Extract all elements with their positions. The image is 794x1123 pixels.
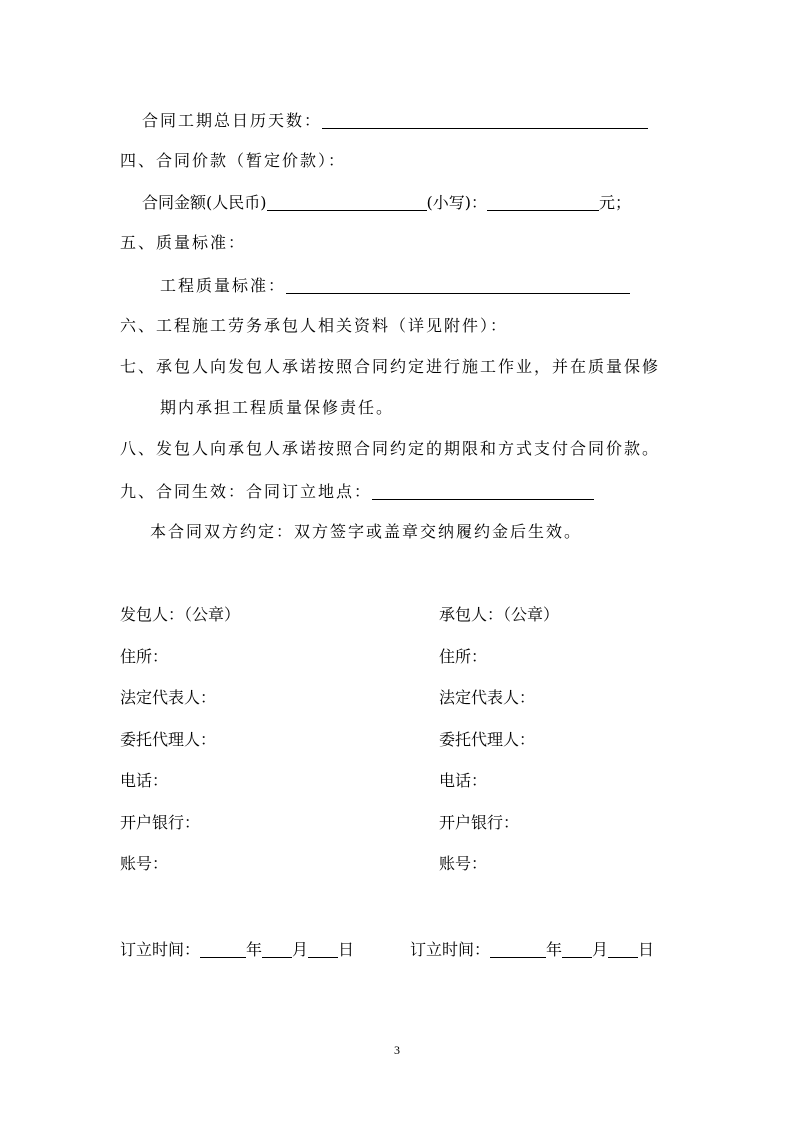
party-a-account: 账号： xyxy=(120,854,169,873)
year-label: 年 xyxy=(246,940,263,959)
month-label: 月 xyxy=(292,940,309,959)
year-label: 年 xyxy=(546,940,563,959)
quality-blank[interactable] xyxy=(286,275,630,294)
party-a-name: 发包人：（公章） xyxy=(120,605,241,624)
party-a-agent: 委托代理人： xyxy=(120,730,217,749)
amount-small-label: (小写)： xyxy=(426,193,487,212)
amount-unit: 元； xyxy=(599,193,632,212)
effect-clause: 本合同双方约定：双方签字或盖章交纳履约金后生效。 xyxy=(150,522,583,541)
quality-label: 工程质量标准： xyxy=(160,276,287,295)
party-b-signing-date xyxy=(410,939,654,960)
day-label: 日 xyxy=(338,940,355,959)
section4-title: 四、合同价款（暂定价款）： xyxy=(120,151,347,170)
party-b-phone: 电话： xyxy=(439,771,488,790)
party-a-signing-date xyxy=(120,939,354,960)
section7-line1: 七、承包人向发包人承诺按照合同约定进行施工作业，并在质量保修 xyxy=(120,357,661,376)
party-b-name: 承包人：（公章） xyxy=(439,605,560,624)
day-label: 日 xyxy=(638,940,655,959)
signing-label: 订立时间： xyxy=(120,940,201,959)
section6: 六、工程施工劳务承包人相关资料（详见附件）： xyxy=(120,316,509,335)
duration-blank[interactable] xyxy=(322,110,648,129)
party-a-bank: 开户银行： xyxy=(120,813,201,832)
quality-line xyxy=(160,275,630,296)
amount-figures-blank[interactable] xyxy=(487,192,599,211)
amount-label: 合同金额(人民币) xyxy=(142,193,267,212)
party-a-legal-rep: 法定代表人： xyxy=(120,688,217,707)
party-a-address: 住所： xyxy=(120,647,169,666)
month-blank[interactable] xyxy=(562,939,592,958)
year-blank[interactable] xyxy=(200,939,246,958)
year-blank[interactable] xyxy=(490,939,546,958)
day-blank[interactable] xyxy=(308,939,338,958)
party-a-phone: 电话： xyxy=(120,771,169,790)
day-blank[interactable] xyxy=(608,939,638,958)
party-b-bank: 开户银行： xyxy=(439,813,520,832)
amount-line xyxy=(142,192,631,213)
section9-label: 九、合同生效：合同订立地点： xyxy=(120,482,373,501)
month-label: 月 xyxy=(592,940,609,959)
party-b-agent: 委托代理人： xyxy=(439,730,536,749)
section7-line2: 期内承担工程质量保修责任。 xyxy=(160,398,395,417)
signing-place-blank[interactable] xyxy=(372,481,594,500)
duration-line xyxy=(142,110,648,131)
month-blank[interactable] xyxy=(262,939,292,958)
party-b-address: 住所： xyxy=(439,647,488,666)
section9-line xyxy=(120,481,594,502)
amount-words-blank[interactable] xyxy=(267,192,427,211)
section5-title: 五、质量标准： xyxy=(120,233,247,252)
duration-label: 合同工期总日历天数： xyxy=(142,111,323,130)
page-number: 3 xyxy=(394,1043,400,1057)
signing-label: 订立时间： xyxy=(410,940,491,959)
party-b-account: 账号： xyxy=(439,854,488,873)
party-b-legal-rep: 法定代表人： xyxy=(439,688,536,707)
section8: 八、发包人向承包人承诺按照合同约定的期限和方式支付合同价款。 xyxy=(120,439,661,458)
